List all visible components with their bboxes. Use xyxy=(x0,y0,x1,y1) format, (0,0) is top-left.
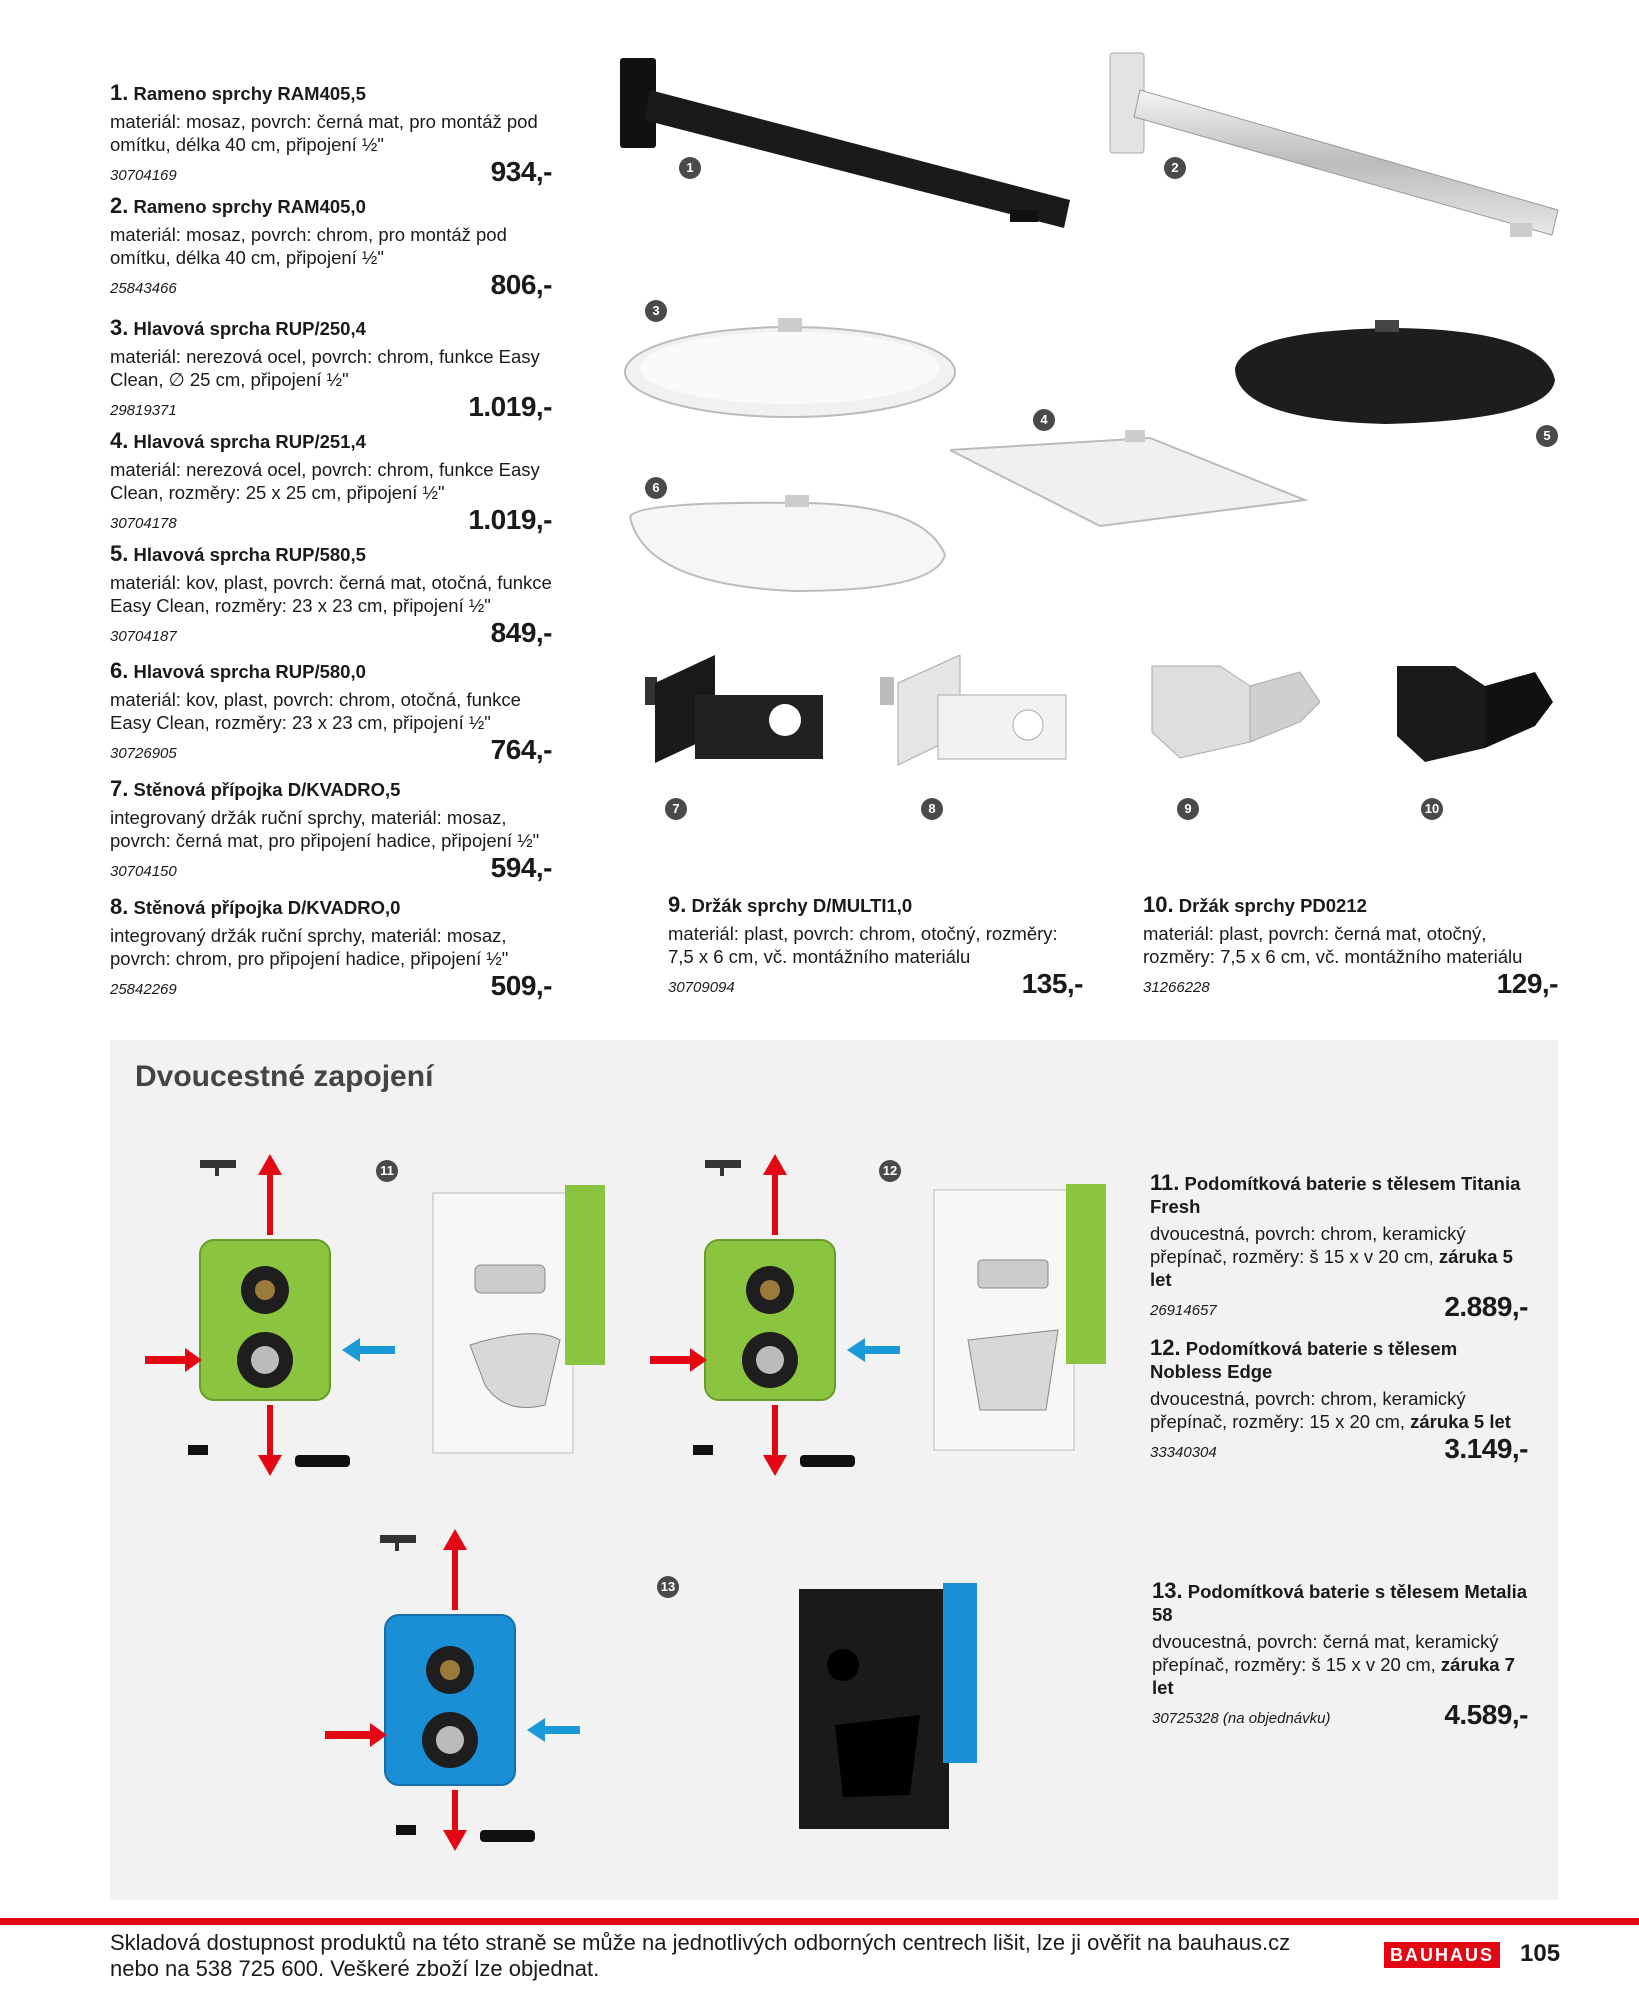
product-7 xyxy=(110,776,552,882)
faucet-nobless-edge-image xyxy=(928,1180,1118,1460)
product-code: 30704187 xyxy=(110,628,177,645)
product-name: Držák sprchy PD0212 xyxy=(1178,895,1367,916)
product-description: materiál: nerezová ocel, povrch: chrom, funkce Easy Clean, rozměry: 25 x 25 cm, připojení ½" xyxy=(110,459,540,503)
shower-arm-chrome-image xyxy=(1080,45,1580,255)
product-name: Podomítková baterie s tělesem Nobless Edge xyxy=(1150,1338,1458,1382)
product-name: Rameno sprchy RAM405,0 xyxy=(133,196,366,217)
footer-availability-note: Skladová dostupnost produktů na této straně se může na jednotlivých odborných centrech lišit, lze ji ověřit na bauhaus.cz nebo na 538 725 600. Veškeré zboží lze objednat. xyxy=(110,1930,1291,1981)
product-number: 13. xyxy=(1152,1578,1183,1603)
shower-arm-black-image xyxy=(600,50,1080,240)
product-number: 2. xyxy=(110,193,129,218)
faucet-metalia-58-image xyxy=(795,1575,985,1845)
product-price: 806,- xyxy=(490,269,552,300)
badge-10: 10 xyxy=(1421,798,1443,820)
wall-connector-chrome-image xyxy=(878,655,1078,775)
product-name: Stěnová přípojka D/KVADRO,5 xyxy=(133,779,401,800)
product-13 xyxy=(1152,1578,1528,1729)
product-description-text: dvoucestná, povrch: černá mat, keramický přepínač, rozměry: š 15 x v 20 cm, xyxy=(1152,1631,1499,1675)
product-code: 25843466 xyxy=(110,280,177,297)
round-shower-head-image xyxy=(620,310,960,420)
product-price: 1.019,- xyxy=(468,391,552,422)
square-shower-head-chrome-image xyxy=(950,430,1310,530)
product-description-text: dvoucestná, povrch: chrom, keramický přepínač, rozměry: 15 x 20 cm, xyxy=(1150,1388,1466,1432)
product-code: 30725328 (na objednávku) xyxy=(1152,1710,1331,1727)
badge-2: 2 xyxy=(1164,157,1186,179)
product-number: 4. xyxy=(110,428,129,453)
product-number: 8. xyxy=(110,894,129,919)
product-4 xyxy=(110,428,552,534)
product-5 xyxy=(110,541,552,647)
product-price: 594,- xyxy=(490,852,552,883)
product-8 xyxy=(110,894,552,1000)
product-price: 509,- xyxy=(490,970,552,1001)
product-code: 25842269 xyxy=(110,981,177,998)
product-name: Rameno sprchy RAM405,5 xyxy=(133,83,366,104)
product-price: 1.019,- xyxy=(468,504,552,535)
product-11 xyxy=(1150,1170,1528,1321)
product-description: integrovaný držák ruční sprchy, materiál: mosaz, povrch: chrom, pro připojení hadice, připojení ½" xyxy=(110,925,509,969)
product-name: Podomítková baterie s tělesem Metalia 58 xyxy=(1152,1581,1528,1625)
wall-connector-black-image xyxy=(635,655,835,775)
product-price: 3.149,- xyxy=(1444,1433,1528,1464)
product-number: 6. xyxy=(110,658,129,683)
product-description: materiál: nerezová ocel, povrch: chrom, funkce Easy Clean, ∅ 25 cm, připojení ½" xyxy=(110,346,540,390)
green-box-diagram-11 xyxy=(140,1150,405,1480)
badge-3: 3 xyxy=(645,300,667,322)
shower-holder-black-image xyxy=(1395,662,1555,767)
badge-8: 8 xyxy=(921,798,943,820)
product-name: Hlavová sprcha RUP/251,4 xyxy=(133,431,366,452)
footer-red-bar xyxy=(0,1918,1639,1925)
product-number: 5. xyxy=(110,541,129,566)
product-description xyxy=(1150,1222,1528,1291)
product-name: Držák sprchy D/MULTI1,0 xyxy=(691,895,913,916)
product-number: 10. xyxy=(1143,892,1174,917)
product-description xyxy=(1152,1630,1528,1699)
section-title: Dvoucestné zapojení xyxy=(135,1060,434,1093)
product-12 xyxy=(1150,1335,1528,1463)
product-10 xyxy=(1143,892,1558,998)
product-price: 849,- xyxy=(490,617,552,648)
product-code: 29819371 xyxy=(110,402,177,419)
product-title xyxy=(110,80,552,106)
product-code: 33340304 xyxy=(1150,1444,1217,1461)
square-shower-head-black-image xyxy=(1225,320,1560,430)
product-description xyxy=(1150,1387,1528,1433)
product-price: 4.589,- xyxy=(1444,1699,1528,1730)
product-description: materiál: mosaz, povrch: černá mat, pro montáž pod omítku, délka 40 cm, připojení ½" xyxy=(110,111,538,155)
badge-4: 4 xyxy=(1033,409,1055,431)
product-code: 30704150 xyxy=(110,863,177,880)
warranty-text: záruka 5 let xyxy=(1150,1246,1513,1290)
blue-box-diagram-13 xyxy=(320,1525,585,1855)
product-code: 30726905 xyxy=(110,745,177,762)
product-description: materiál: mosaz, povrch: chrom, pro montáž pod omítku, délka 40 cm, připojení ½" xyxy=(110,224,507,268)
product-price: 934,- xyxy=(490,156,552,187)
product-name: Hlavová sprcha RUP/580,5 xyxy=(133,544,366,565)
shower-holder-chrome-image xyxy=(1150,662,1320,762)
badge-5: 5 xyxy=(1536,425,1558,447)
product-description: materiál: kov, plast, povrch: chrom, otočná, funkce Easy Clean, rozměry: 23 x 23 cm, připojení ½" xyxy=(110,689,521,733)
product-2 xyxy=(110,193,552,299)
product-code: 30704169 xyxy=(110,167,177,184)
product-description: materiál: plast, povrch: černá mat, otočný, rozměry: 7,5 x 6 cm, vč. montážního materiálu xyxy=(1143,923,1523,967)
product-price: 129,- xyxy=(1496,968,1558,999)
product-code: 26914657 xyxy=(1150,1302,1217,1319)
badge-9: 9 xyxy=(1177,798,1199,820)
badge-7: 7 xyxy=(665,798,687,820)
product-3 xyxy=(110,315,552,421)
warranty-text: záruka 5 let xyxy=(1410,1411,1511,1432)
product-name: Hlavová sprcha RUP/250,4 xyxy=(133,318,366,339)
product-price: 2.889,- xyxy=(1444,1291,1528,1322)
badge-1: 1 xyxy=(679,157,701,179)
badge-11: 11 xyxy=(376,1160,398,1182)
product-price: 764,- xyxy=(490,734,552,765)
product-description: materiál: plast, povrch: chrom, otočný, rozměry: 7,5 x 6 cm, vč. montážního materiálu xyxy=(668,923,1058,967)
product-description: integrovaný držák ruční sprchy, materiál: mosaz, povrch: černá mat, pro připojení hadice, připojení ½" xyxy=(110,807,540,851)
rotatable-shower-head-chrome-image xyxy=(625,495,955,595)
product-6 xyxy=(110,658,552,764)
warranty-text: záruka 7 let xyxy=(1152,1654,1515,1698)
product-9 xyxy=(668,892,1083,998)
product-1 xyxy=(110,80,552,186)
product-name: Stěnová přípojka D/KVADRO,0 xyxy=(133,897,401,918)
badge-12: 12 xyxy=(879,1160,901,1182)
badge-6: 6 xyxy=(645,477,667,499)
product-number: 12. xyxy=(1150,1335,1181,1360)
product-description-text: dvoucestná, povrch: chrom, keramický přepínač, rozměry: š 15 x v 20 cm, xyxy=(1150,1223,1466,1267)
product-name: Hlavová sprcha RUP/580,0 xyxy=(133,661,366,682)
product-price: 135,- xyxy=(1021,968,1083,999)
product-number: 7. xyxy=(110,776,129,801)
product-number: 1. xyxy=(110,80,129,105)
badge-13: 13 xyxy=(657,1576,679,1598)
product-number: 3. xyxy=(110,315,129,340)
product-description: materiál: kov, plast, povrch: černá mat, otočná, funkce Easy Clean, rozměry: 23 x 23 cm, připojení ½" xyxy=(110,572,552,616)
product-number: 9. xyxy=(668,892,687,917)
product-code: 30709094 xyxy=(668,979,735,996)
green-box-diagram-12 xyxy=(645,1150,910,1480)
product-number: 11. xyxy=(1150,1170,1180,1195)
product-code: 31266228 xyxy=(1143,979,1210,996)
product-code: 30704178 xyxy=(110,515,177,532)
bauhaus-logo: BAUHAUS xyxy=(1384,1942,1500,1968)
faucet-titania-fresh-image xyxy=(425,1175,615,1465)
page-number: 105 xyxy=(1520,1940,1561,1967)
product-name: Podomítková baterie s tělesem Titania Fresh xyxy=(1150,1173,1521,1217)
